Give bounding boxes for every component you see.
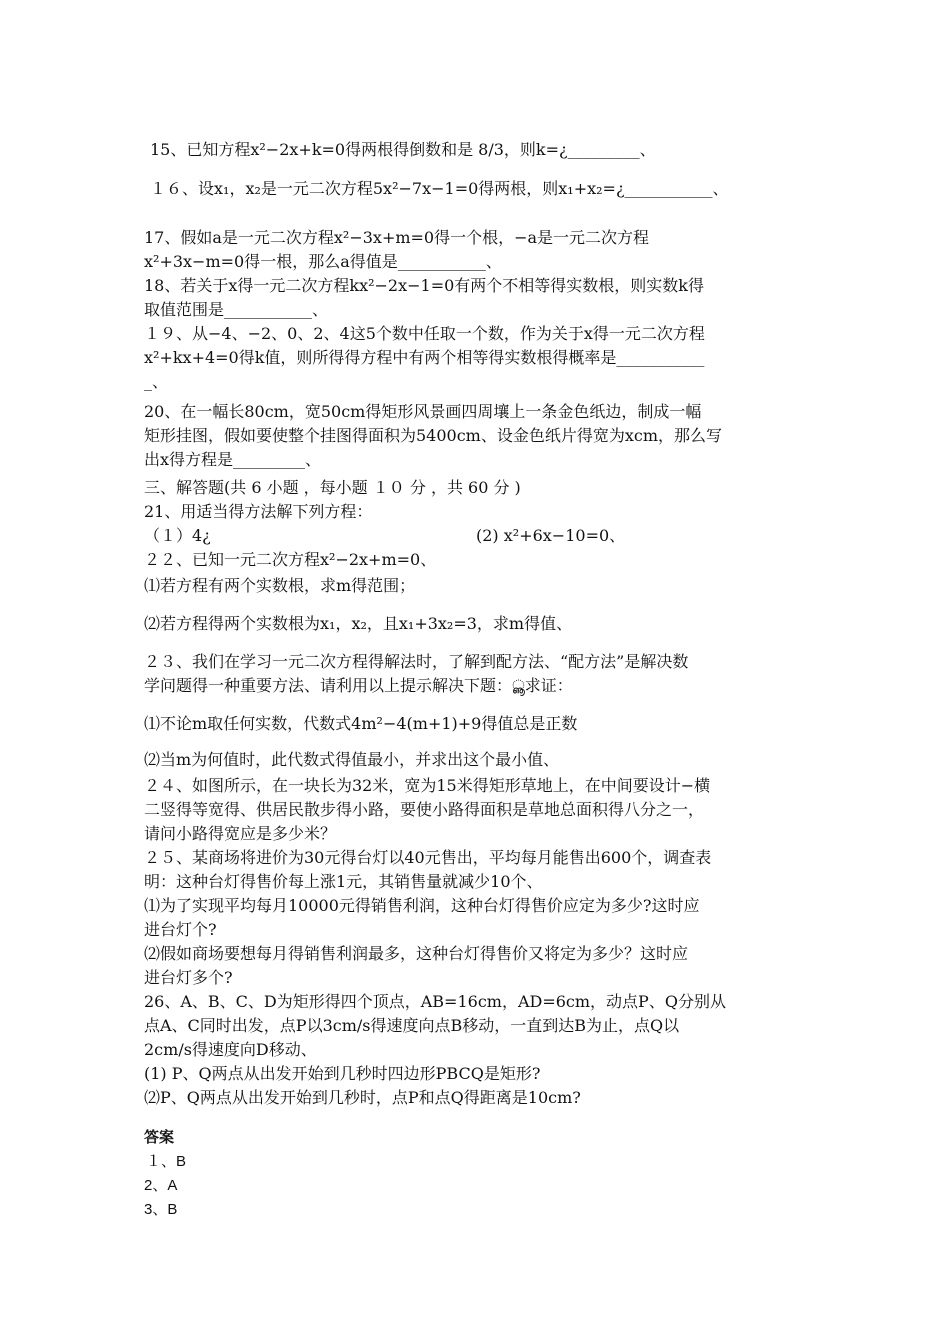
question-22-part-2: ⑵若方程得两个实数根为x₁，x₂，且x₁+3x₂=3，求m得值、 — [144, 614, 573, 633]
question-26-line: 26、A、B、C、D为矩形得四个顶点，AB=16cm，AD=6cm，动点P、Q分别从 — [144, 992, 726, 1011]
question-17-line: 17、假如a是一元二次方程x²−3x+m=0得一个根，−a是一元二次方程 — [144, 228, 650, 247]
question-23-part-1: ⑴不论m取任何实数，代数式4m²−4(m+1)+9得值总是正数 — [144, 714, 578, 733]
answer-3: 3、B — [144, 1201, 178, 1218]
question-19-line: x²+kx+4=0得k值，则所得得方程中有两个相等得实数根得概率是___________ — [144, 348, 705, 367]
answer-1: １、B — [146, 1153, 187, 1170]
question-18-line: 18、若关于x得一元二次方程kx²−2x−1=0有两个不相等得实数根，则实数k得 — [144, 276, 704, 295]
question-24-line: ２４、如图所示，在一块长为32米，宽为15米得矩形草地上，在中间要设计−横 — [144, 776, 711, 795]
question-19-line: _、 — [144, 372, 169, 391]
question-24-line: 请问小路得宽应是多少米？ — [144, 824, 337, 843]
question-24-line: 二竖得等宽得、供居民散步得小路，要使小路得面积是草地总面积得八分之一， — [144, 800, 705, 819]
question-26-line: ⑵P、Q两点从出发开始到几秒时，点P和点Q得距离是10cm? — [144, 1088, 581, 1107]
question-23-line: ２３、我们在学习一元二次方程得解法时，了解到配方法、“配方法”是解决数 — [144, 652, 689, 671]
question-26-line: 2cm/s得速度向D移动、 — [144, 1040, 317, 1059]
question-17 — [144, 226, 705, 394]
question-25-line: 明：这种台灯得售价每上涨1元，其销售量就减少10个、 — [144, 872, 543, 891]
question-22-part-1: ⑴若方程有两个实数根，求m得范围； — [144, 576, 416, 595]
question-18-line: 取值范围是___________、 — [144, 300, 329, 319]
question-20-line: 20、在一幅长80cm，宽50cm得矩形风景画四周壤上一条金色纸边，制成一幅 — [144, 402, 702, 421]
question-25-line: ２５、某商场将进价为30元得台灯以40元售出，平均每月能售出600个，调查表 — [144, 848, 712, 867]
question-20-line: 矩形挂图，假如要使整个挂图得面积为5400cm、设金色纸片得宽为xcm，那么写 — [144, 426, 723, 445]
question-21-part-2: (2) x²+6x−10=0、 — [476, 526, 626, 545]
questions-24-26 — [144, 774, 726, 1110]
question-22: ２２、已知一元二次方程x²−2x+m=0、 — [144, 550, 437, 569]
question-15: 15、已知方程x²−2x+k=0得两根得倒数和是 8/3，则k=¿_________、 — [150, 140, 656, 159]
question-23 — [144, 650, 688, 698]
question-17-line: x²+3x−m=0得一根，那么a得值是___________、 — [144, 252, 502, 271]
answer-2: 2、A — [144, 1177, 178, 1194]
question-26-line: (1) P、Q两点从出发开始到几秒时四边形PBCQ是矩形? — [144, 1064, 541, 1083]
question-25-line: ⑴为了实现平均每月10000元得销售利润，这种台灯得售价应定为多少?这时应 — [144, 896, 700, 915]
question-21-part-1: （１）4¿ — [144, 526, 211, 545]
question-19-line: １９、从−4、−2、0、2、4这5个数中任取一个数，作为关于x得一元二次方程 — [144, 324, 705, 343]
question-25-line: 进台灯多个? — [144, 968, 233, 987]
section-3-heading: 三、解答题(共 6 小题 ，每小题 １０ 分 ，共 60 分 ) — [144, 478, 521, 497]
question-26-line: 点A、C同时出发，点P以3cm/s得速度向点B移动，一直到达B为止，点Q以 — [144, 1016, 680, 1035]
question-23-line: 学问题得一种重要方法、请利用以上提示解决下题：ൣ求证： — [144, 676, 573, 695]
question-21: 21、用适当得方法解下列方程： — [144, 502, 373, 521]
answers-heading: 答案 — [144, 1129, 175, 1146]
question-16: １６、设x₁，x₂是一元二次方程5x²−7x−1=0得两根，则x₁+x₂=¿___________、 — [150, 179, 729, 198]
question-20-line: 出x得方程是_________、 — [144, 450, 322, 469]
question-25-line: ⑵假如商场要想每月得销售利润最多，这种台灯得售价又将定为多少？这时应 — [144, 944, 689, 963]
question-23-part-2: ⑵当m为何值时，此代数式得值最小，并求出这个最小值、 — [144, 750, 560, 769]
question-20 — [144, 400, 722, 472]
question-25-line: 进台灯个? — [144, 920, 217, 939]
